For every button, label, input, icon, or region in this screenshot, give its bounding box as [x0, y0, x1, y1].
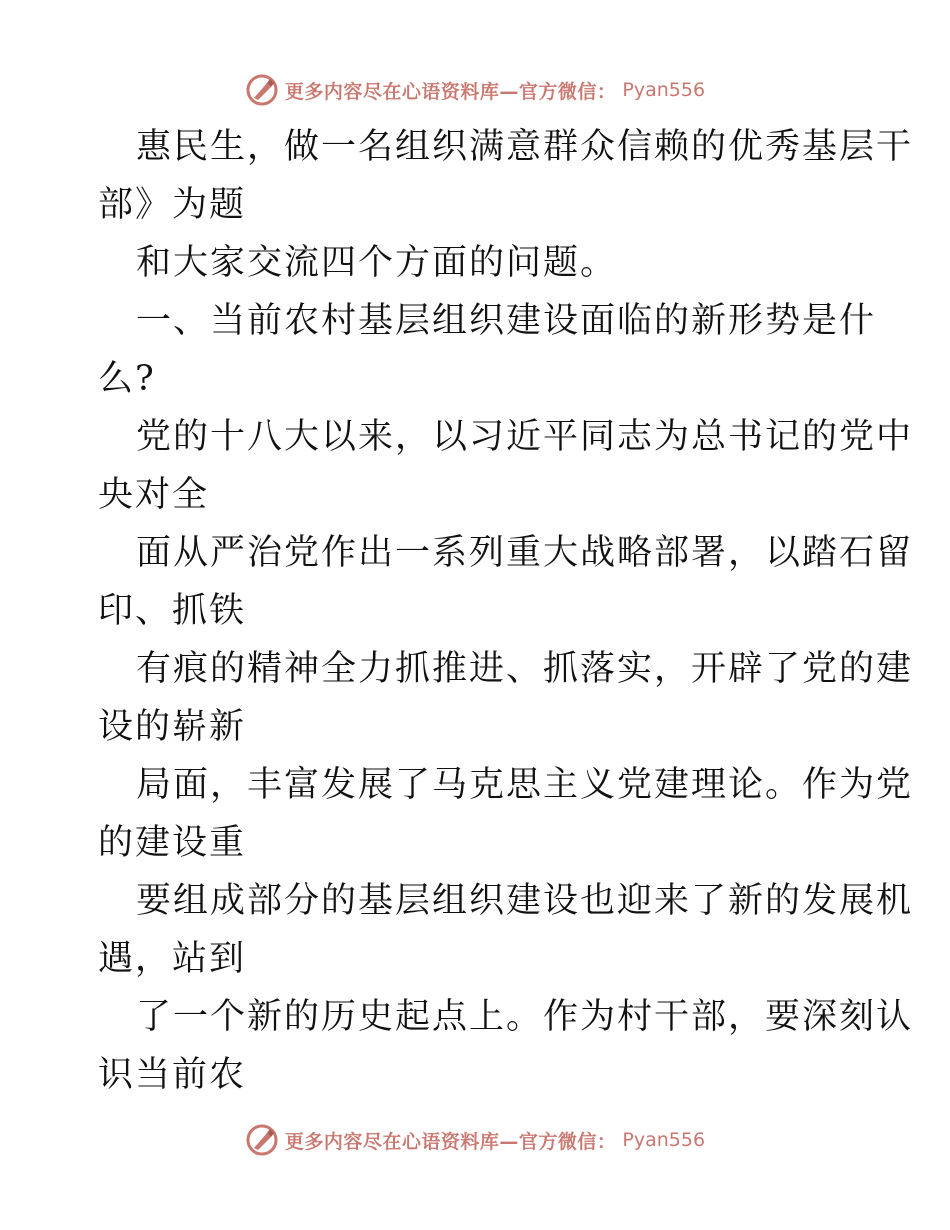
- header-watermark: [0, 70, 950, 110]
- footer-watermark: [0, 1120, 950, 1160]
- pen-logo-icon: [245, 73, 279, 107]
- text-line: 的建设重: [98, 823, 247, 863]
- text-line: 面从严治党作出一系列重大战略部署，以踏石留: [136, 533, 914, 573]
- text-line: 有痕的精神全力抓推进、抓落实，开辟了党的建: [136, 649, 914, 689]
- text-line: 局面，丰富发展了马克思主义党建理论。作为党: [136, 765, 914, 805]
- text-line: 么?: [98, 359, 156, 399]
- text-line: 遇，站到: [98, 939, 247, 979]
- text-line: 党的十八大以来，以习近平同志为总书记的党中: [136, 417, 914, 457]
- text-line: 了一个新的历史起点上。作为村干部，要深刻认: [136, 997, 914, 1037]
- text-line: 一、当前农村基层组织建设面临的新形势是什: [136, 301, 877, 341]
- text-line: 央对全: [98, 475, 210, 515]
- watermark-account: Pyan556: [622, 1129, 706, 1151]
- watermark-text: 更多内容尽在心语资料库—官方微信：: [284, 1130, 617, 1153]
- watermark-account: Pyan556: [622, 79, 706, 101]
- text-line: 和大家交流四个方面的问题。: [136, 243, 618, 283]
- document-body: [98, 118, 914, 1104]
- text-line: 设的崭新: [98, 707, 247, 747]
- text-line: 惠民生，做一名组织满意群众信赖的优秀基层干: [136, 127, 914, 167]
- text-line: 要组成部分的基层组织建设也迎来了新的发展机: [136, 881, 914, 921]
- text-line: 印、抓铁: [98, 591, 247, 631]
- text-line: 部》为题: [98, 185, 247, 225]
- watermark-text: 更多内容尽在心语资料库—官方微信：: [284, 80, 617, 103]
- pen-logo-icon: [245, 1123, 279, 1157]
- text-line: 识当前农: [98, 1055, 247, 1095]
